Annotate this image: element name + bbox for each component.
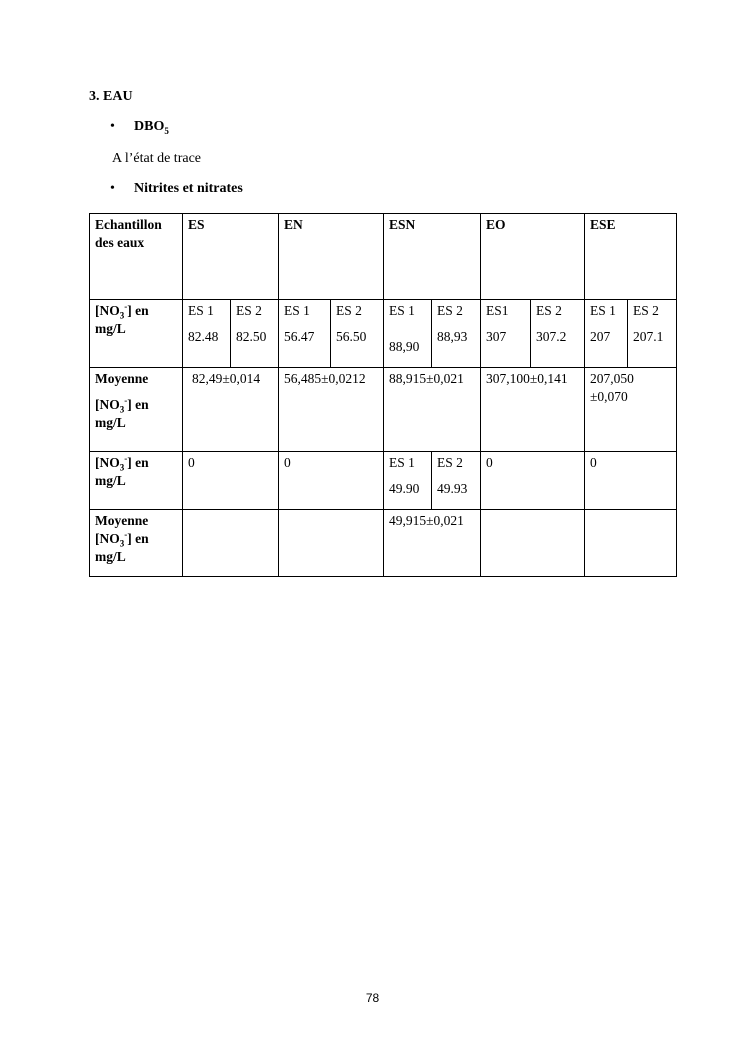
row-label-mean-nitrite: Moyenne $[NO_3^-]$ en mg/L (90, 510, 183, 577)
mean-nitrite-es (183, 510, 279, 577)
nitrite-ese: 0 (585, 452, 677, 510)
cell-en-1: ES 1 56.47 (279, 300, 331, 368)
mean-eo: 307,100±0,141 (481, 368, 585, 452)
row-label-mean-nitrate: Moyenne $[NO_3^-]$ en mg/L (90, 368, 183, 452)
bullet-dbo5 (110, 119, 169, 136)
cell-eo-2: ES 2 307.2 (531, 300, 585, 368)
mean-ese: 207,050 ±0,070 (585, 368, 677, 452)
table-header-row (90, 214, 677, 300)
nitrite-eo: 0 (481, 452, 585, 510)
row-label-nitrite: $[NO_3^-]$ en mg/L (90, 452, 183, 510)
header-esn: ESN (384, 214, 481, 300)
cell-es-2: ES 2 82.50 (231, 300, 279, 368)
table-row (90, 452, 677, 510)
cell-ese-2: ES 2 207.1 (628, 300, 677, 368)
nitrite-esn-2: ES 2 49.93 (432, 452, 481, 510)
header-en: EN (279, 214, 384, 300)
trace-text: A l’état de trace (112, 151, 202, 166)
nitrite-esn-1: ES 1 49.90 (384, 452, 432, 510)
cell-en-2: ES 2 56.50 (331, 300, 384, 368)
mean-esn: 88,915±0,021 (384, 368, 481, 452)
mean-es: 82,49±0,014 (183, 368, 279, 452)
nitrite-es: 0 (183, 452, 279, 510)
cell-ese-1: ES 1 207 (585, 300, 628, 368)
table-row (90, 368, 677, 452)
dbo-subscript: 5 (164, 125, 169, 136)
cell-es-1: ES 1 82.48 (183, 300, 231, 368)
table-row (90, 300, 677, 368)
row-label-nitrate: $[NO_3^-]$ en mg/L (90, 300, 183, 368)
cell-eo-1: ES1 307 (481, 300, 531, 368)
header-sample: Echantillon des eaux (90, 214, 183, 300)
mean-nitrite-ese (585, 510, 677, 577)
section-title: 3. EAU (89, 89, 133, 104)
cell-esn-1: ES 1 88,90 (384, 300, 432, 368)
table-row (90, 510, 677, 577)
header-es: ES (183, 214, 279, 300)
page-number: 78 (365, 991, 380, 1005)
bullet-dot-icon: • (110, 181, 115, 196)
bullet-nitrites (110, 181, 243, 197)
header-eo: EO (481, 214, 585, 300)
mean-en: 56,485±0,0212 (279, 368, 384, 452)
mean-nitrite-esn: 49,915±0,021 (384, 510, 481, 577)
nitrates-table (89, 213, 677, 577)
nitrites-label: Nitrites et nitrates (134, 181, 243, 196)
header-ese: ESE (585, 214, 677, 300)
mean-nitrite-eo (481, 510, 585, 577)
cell-esn-2: ES 2 88,93 (432, 300, 481, 368)
dbo-label: DBO (134, 119, 165, 134)
mean-nitrite-en (279, 510, 384, 577)
nitrite-en: 0 (279, 452, 384, 510)
bullet-dot-icon: • (110, 119, 115, 134)
